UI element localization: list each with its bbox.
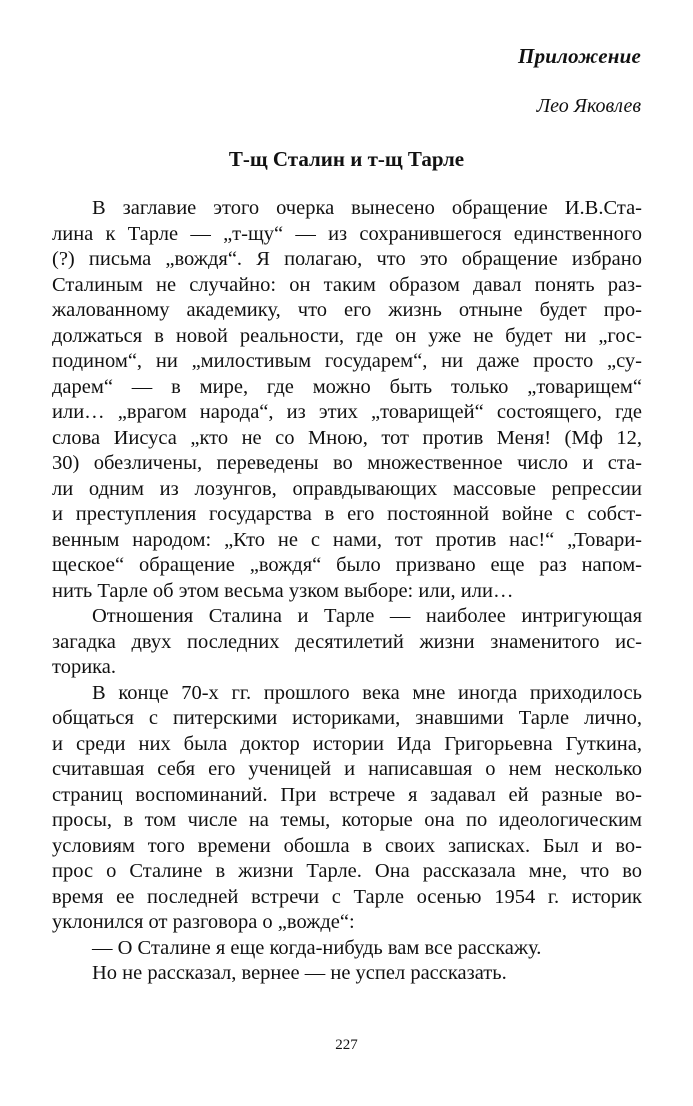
- text-line: просы, в том числе на темы, которые она по идеологическим: [52, 809, 642, 831]
- text-line: В конце 70-х гг. прошлого века мне иногда приходилось: [92, 681, 642, 704]
- essay-body: [52, 196, 642, 987]
- text-line: 30) обезличены, переведены во множественное число и ста-: [52, 452, 642, 474]
- text-line: дарем“ — в мире, где можно быть только „товарищем“: [52, 375, 642, 398]
- text-line: должаться в новой реальности, где он уже не будет ни „гос-: [52, 324, 642, 347]
- page-number: 227: [335, 1037, 358, 1053]
- text-line: или… „врагом народа“, из этих „товарищей“ состоящего, где: [52, 401, 642, 423]
- section-label: Приложение: [518, 44, 641, 68]
- text-line: Сталиным не случайно: он таким образом давал понять раз-: [52, 273, 642, 296]
- text-line: страниц воспоминаний. При встрече я задавал ей разные во-: [52, 783, 642, 806]
- text-line: подином“, ни „милостивым государем“, ни даже просто „су-: [52, 350, 642, 372]
- text-line: и среди них была доктор истории Ида Григорьевна Гуткина,: [52, 732, 642, 755]
- text-line: торика.: [52, 656, 117, 678]
- text-line: общаться с питерскими историками, знавшими Тарле лично,: [52, 707, 642, 729]
- text-line: уклонился от разговора о „вожде“:: [52, 911, 355, 933]
- text-line: Отношения Сталина и Тарле — наиболее интригующая: [92, 605, 642, 627]
- text-line: (?) письма „вождя“. Я полагаю, что это обращение избрано: [52, 248, 642, 270]
- text-line: прос о Сталине в жизни Тарле. Она рассказала мне, что во: [52, 860, 642, 882]
- text-line: венным народом: „Кто не с нами, тот против нас!“ „Товари-: [52, 528, 642, 551]
- text-line: считавшая себя его ученицей и написавшая о нем несколько: [52, 758, 642, 780]
- text-line: Но не рассказал, вернее — не успел рассказать.: [92, 962, 507, 984]
- text-line: загадка двух последних десятилетий жизни знаменитого ис-: [52, 630, 642, 653]
- author-name: Лео Яковлев: [536, 95, 641, 117]
- text-line: — О Сталине я еще когда-нибудь вам все расскажу.: [92, 936, 542, 959]
- text-line: ли одним из лозунгов, оправдывающих массовые репрессии: [52, 477, 642, 500]
- text-line: щеское“ обращение „вождя“ было призвано еще раз напом-: [52, 554, 642, 576]
- text-line: слова Иисуса „кто не со Мною, тот против Меня! (Мф 12,: [52, 426, 642, 449]
- text-line: жалованному академику, что его жизнь отныне будет про-: [52, 299, 642, 321]
- text-line: В заглавие этого очерка вынесено обращение И.В.Ста-: [92, 197, 642, 219]
- text-line: лина к Тарле — „т-щу“ — из сохранившегося единственного: [52, 222, 642, 245]
- text-line: условиям того времени обошла в своих записках. Был и во-: [52, 834, 642, 857]
- text-line: и преступления государства в его постоянной войне с собст-: [52, 503, 642, 525]
- text-line: время ее последней встречи с Тарле осенью 1954 г. историк: [52, 885, 642, 908]
- text-line: нить Тарле об этом весьма узком выборе: или, или…: [52, 579, 514, 602]
- essay-title: Т-щ Сталин и т-щ Тарле: [228, 147, 465, 171]
